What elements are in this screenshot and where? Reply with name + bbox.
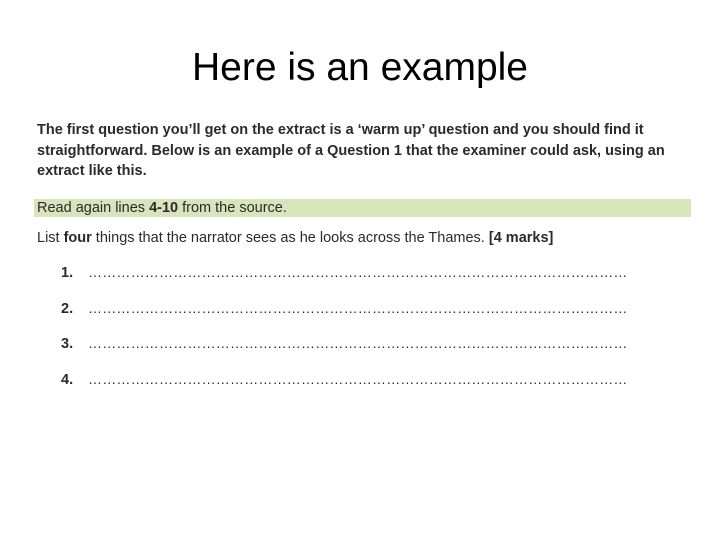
question-line xyxy=(37,228,553,248)
answer-number: 2. xyxy=(61,300,74,317)
answer-list xyxy=(61,264,691,406)
answer-line[interactable]: …………………………………………………………………………………………………… xyxy=(88,264,628,280)
answer-number: 1. xyxy=(61,265,74,281)
question-marks: [4 marks] xyxy=(488,230,554,246)
intro-block xyxy=(37,120,692,182)
answer-line[interactable]: …………………………………………………………………………………………………… xyxy=(88,370,628,387)
answer-number: 3. xyxy=(61,336,74,352)
answer-line[interactable]: …………………………………………………………………………………………………… xyxy=(88,335,628,351)
question-emphasis: four xyxy=(63,230,92,246)
answer-row xyxy=(61,264,691,300)
answer-number: 4. xyxy=(61,371,74,388)
answer-row xyxy=(61,300,691,336)
instruction-line xyxy=(37,199,287,217)
answer-line[interactable]: …………………………………………………………………………………………………… xyxy=(88,299,628,316)
answer-row xyxy=(61,335,691,371)
instruction-lines: 4-10 xyxy=(149,200,179,216)
answer-row xyxy=(61,371,691,407)
question-middle: things that the narrator sees as he looks across the Thames. xyxy=(91,230,489,246)
intro-paragraph: The first question you’ll get on the extract is a ‘warm up’ question and you should find it straightforward. Below is an example of a Question 1 that the examiner could ask, using an extract like this. xyxy=(37,122,665,179)
slide-title: Here is an example xyxy=(192,46,528,89)
instruction-prefix: Read again lines xyxy=(37,200,150,216)
question-prefix: List xyxy=(37,230,64,246)
instruction-suffix: from the source. xyxy=(178,200,287,216)
